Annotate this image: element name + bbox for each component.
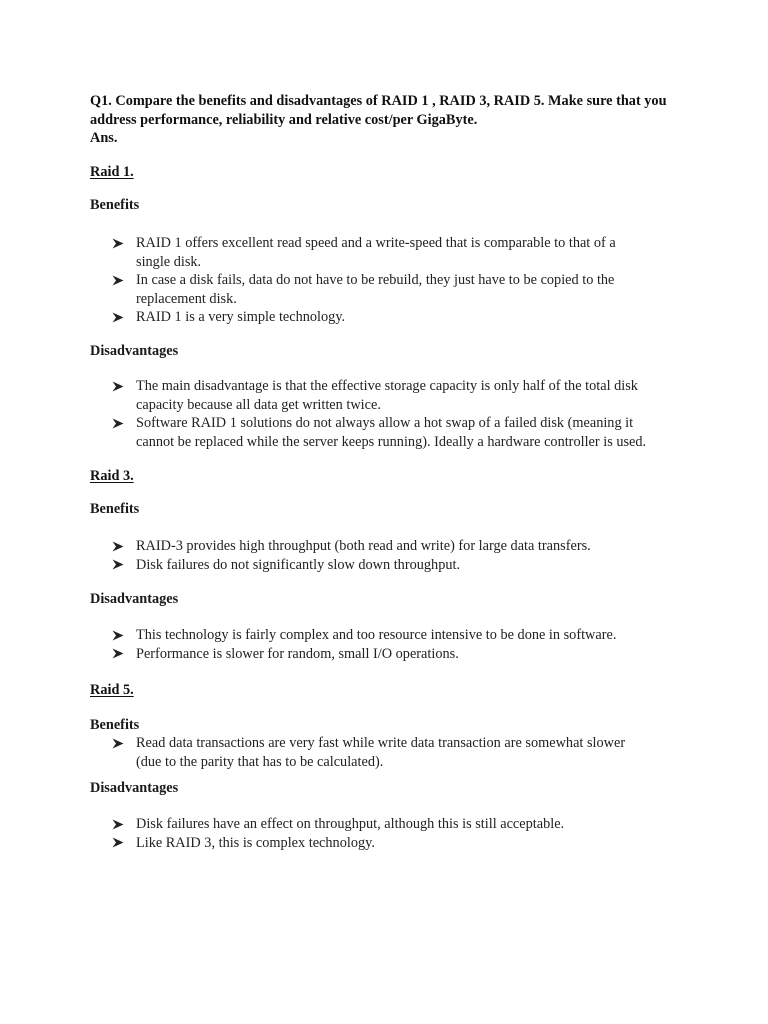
section-heading-raid-1: Raid 1. <box>90 164 134 180</box>
arrow-bullet-icon <box>112 734 126 753</box>
arrow-bullet-icon <box>112 308 126 327</box>
list-item <box>90 537 690 556</box>
section-heading-raid-5: Raid 5. <box>90 682 134 698</box>
list-item <box>90 377 690 414</box>
bullet-text: capacity because all data get written twice. <box>136 396 381 413</box>
arrow-bullet-icon <box>112 815 126 834</box>
list-item <box>90 308 690 327</box>
raid-5-benefits-list <box>90 734 690 771</box>
bullet-text: Performance is slower for random, small I/O operations. <box>136 645 459 662</box>
list-item <box>90 271 690 308</box>
list-item <box>90 645 690 664</box>
bullet-text: RAID 1 is a very simple technology. <box>136 309 346 325</box>
bullet-text: RAID-3 provides high throughput (both read and write) for large data transfers. <box>136 538 591 554</box>
arrow-bullet-icon <box>112 377 126 396</box>
arrow-bullet-icon <box>112 645 126 664</box>
list-item <box>90 414 690 451</box>
bullet-text: (due to the parity that has to be calculated). <box>136 753 384 770</box>
answer-label: Ans. <box>90 130 118 146</box>
bullet-text: Disk failures have an effect on throughput, although this is still acceptable. <box>136 816 565 832</box>
bullet-text: single disk. <box>136 253 202 270</box>
bullet-text: In case a disk fails, data do not have to be rebuild, they just have to be copied to the <box>136 272 615 288</box>
question-block <box>90 92 690 148</box>
list-item <box>90 815 690 834</box>
bullet-text: cannot be replaced while the server keeps running). Ideally a hardware controller is used. <box>136 433 647 450</box>
list-item <box>90 234 690 271</box>
raid-1-disadvantages-list <box>90 377 690 451</box>
arrow-bullet-icon <box>112 234 126 253</box>
list-item <box>90 556 690 575</box>
question-line-2: address performance, reliability and relative cost/per GigaByte. <box>90 111 478 128</box>
arrow-bullet-icon <box>112 414 126 433</box>
raid-3-benefits-list <box>90 537 690 574</box>
list-item <box>90 834 690 853</box>
arrow-bullet-icon <box>112 626 126 645</box>
raid-5-disadvantages-list <box>90 815 690 852</box>
section-heading-raid-3: Raid 3. <box>90 468 134 484</box>
list-item <box>90 734 690 771</box>
bullet-text: replacement disk. <box>136 290 237 307</box>
raid-3-disadvantages-heading: Disadvantages <box>90 591 179 607</box>
raid-1-disadvantages-heading: Disadvantages <box>90 343 179 359</box>
raid-3-benefits-heading: Benefits <box>90 501 140 517</box>
list-item <box>90 626 690 645</box>
bullet-text: This technology is fairly complex and too resource intensive to be done in software. <box>136 627 617 643</box>
raid-1-benefits-heading: Benefits <box>90 197 140 213</box>
arrow-bullet-icon <box>112 834 126 853</box>
raid-3-disadvantages-list <box>90 626 690 663</box>
arrow-bullet-icon <box>112 271 126 290</box>
question-line-1: Q1. Compare the benefits and disadvantages of RAID 1 , RAID 3, RAID 5. Make sure that you <box>90 93 667 109</box>
bullet-text: RAID 1 offers excellent read speed and a write-speed that is comparable to that of a <box>136 235 616 251</box>
raid-5-disadvantages-heading: Disadvantages <box>90 780 179 796</box>
raid-1-benefits-list <box>90 234 690 327</box>
arrow-bullet-icon <box>112 556 126 575</box>
arrow-bullet-icon <box>112 537 126 556</box>
bullet-text: Disk failures do not significantly slow down throughput. <box>136 556 461 573</box>
bullet-text: Like RAID 3, this is complex technology. <box>136 834 375 851</box>
bullet-text: Read data transactions are very fast while write data transaction are somewhat slower <box>136 735 626 751</box>
bullet-text: Software RAID 1 solutions do not always allow a hot swap of a failed disk (meaning it <box>136 415 634 431</box>
bullet-text: The main disadvantage is that the effective storage capacity is only half of the total disk <box>136 378 638 394</box>
raid-5-benefits-heading: Benefits <box>90 717 140 733</box>
